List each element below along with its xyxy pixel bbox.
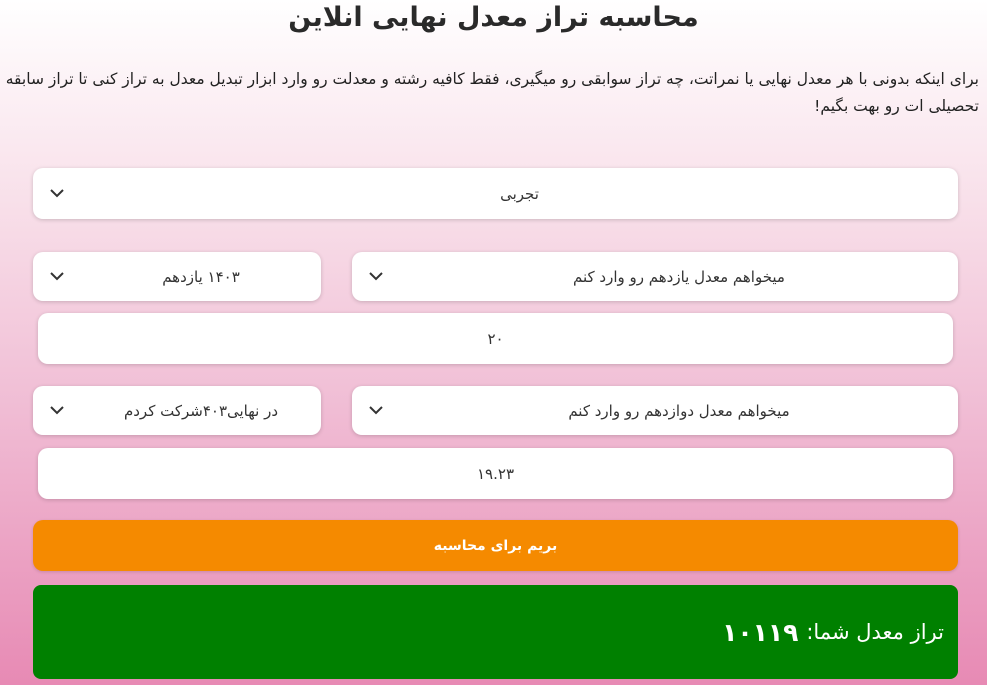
grade11-year-value: ۱۴۰۳ یازدهم <box>162 267 240 286</box>
result-panel <box>33 585 958 679</box>
chevron-down-icon <box>352 272 400 281</box>
result-label: تراز معدل شما: <box>806 620 944 644</box>
grade11-year-select[interactable] <box>33 252 321 301</box>
grade12-year-value: در نهایی۴۰۳شرکت کردم <box>123 401 279 420</box>
grade11-average-input[interactable] <box>38 313 953 364</box>
calculate-button[interactable]: بریم برای محاسبه <box>33 520 958 571</box>
intro-text: برای اینکه بدونی با هر معدل نهایی یا نمراتت، چه تراز سوابقی رو میگیری، فقط کافیه رشته و معدلت رو وارد ابزار تبدیل معدل به تراز کنی تا تراز سابقه تحصیلی ات رو بهت بگیم! <box>5 70 979 115</box>
field-select-value: تجربی <box>500 184 539 203</box>
chevron-down-icon <box>352 406 400 415</box>
result-value: ۱۰۱۱۹ <box>722 617 799 647</box>
grade11-mode-value: میخواهم معدل یازدهم رو وارد کنم <box>573 267 785 286</box>
page-title: محاسبه تراز معدل نهایی انلاین <box>288 2 699 33</box>
grade11-average-value: ۲۰ <box>487 329 504 348</box>
chevron-down-icon <box>33 272 81 281</box>
chevron-down-icon <box>33 189 81 198</box>
grade12-mode-value: میخواهم معدل دوازدهم رو وارد کنم <box>568 401 790 420</box>
grade12-mode-select[interactable] <box>352 386 958 435</box>
grade12-year-select[interactable] <box>33 386 321 435</box>
chevron-down-icon <box>33 406 81 415</box>
grade12-average-value: ۱۹.۲۳ <box>477 464 514 483</box>
grade12-average-input[interactable] <box>38 448 953 499</box>
field-select[interactable] <box>33 168 958 219</box>
grade11-mode-select[interactable] <box>352 252 958 301</box>
